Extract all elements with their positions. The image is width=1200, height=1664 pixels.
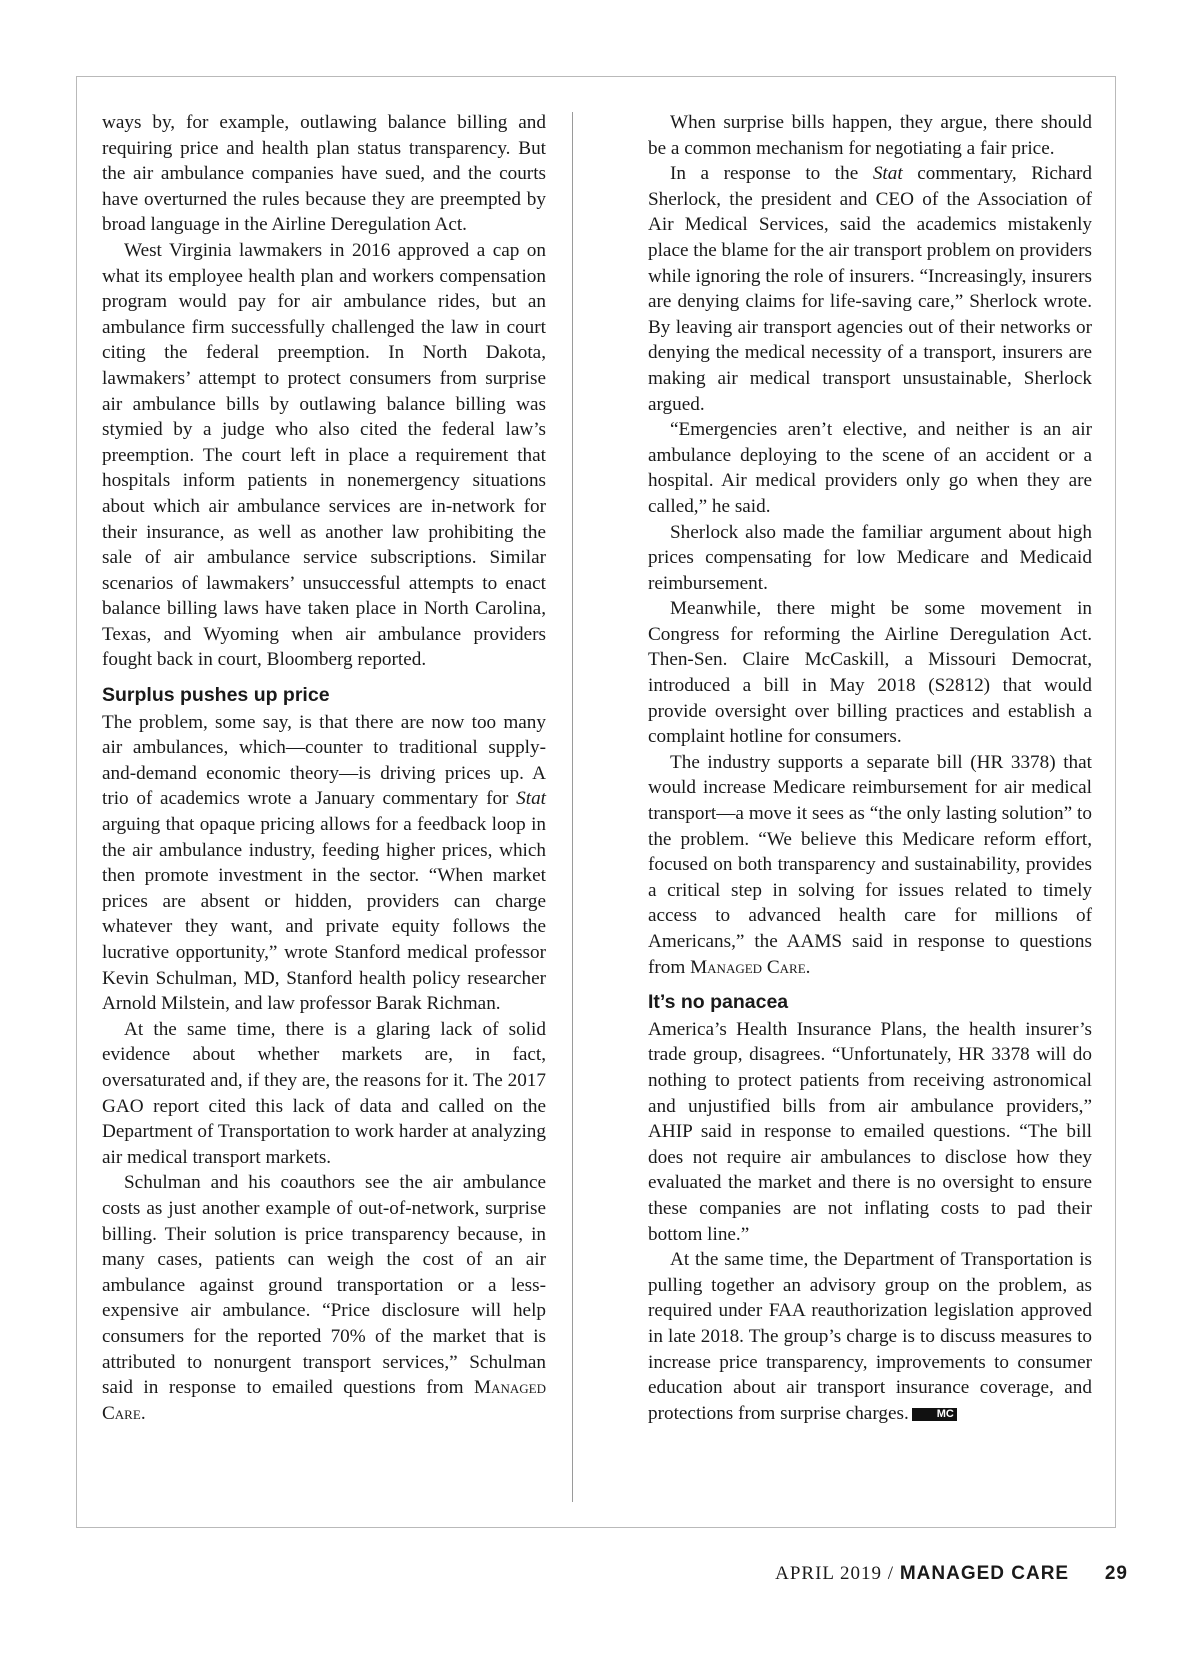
right-column <box>648 110 1092 1426</box>
paragraph: At the same time, there is a glaring lack of solid evidence about whether markets are, in fact, oversaturated and, if they are, the reasons for it. The 2017 GAO report cited this lack of data and called on the Department of Transportation to work harder at analyzing air medical transport markets. <box>102 1018 546 1168</box>
publication-name: Managed Care <box>690 956 806 978</box>
publication-title: MANAGED CARE <box>899 1563 1070 1584</box>
paragraph: “Emergencies aren’t elective, and neither is an air ambulance deploying to the scene of an accident or a hospital. Air medical providers only go when they are called,” he said. <box>648 419 1092 517</box>
page-number: 29 <box>1104 1563 1128 1584</box>
paragraph: At the same time, the Department of Transportation is pulling together an advisory group on the problem, as required under FAA reauthorization legislation approved in late 2018. The group’s charge is to discuss measures to increase price transparency, improvements to consumer education about air transport insurance coverage, and protections from surprise charges. MC <box>648 1249 1092 1424</box>
paragraph: In a response to the Stat commentary, Richard Sherlock, the president and CEO of the Association of Air Medical Services, said the academics mistakenly place the blame for the air transport problem on providers while ignoring the role of insurers. “Increasingly, insurers are denying claims for life-saving care,” Sherlock wrote. By leaving air transport agencies out of their networks or denying the medical necessity of a transport, insurers are making air medical transport unsustainable, Sherlock argued. <box>648 163 1092 415</box>
paragraph: The problem, some say, is that there are now too many air ambulances, which—counter to traditional supply-and-demand economic theory—is driving prices up. A trio of academics wrote a January commentary for Stat arguing that opaque pricing allows for a feedback loop in the air ambulance industry, feeding higher prices, which then promote investment in the sector. “When market prices are absent or hidden, providers can charge whatever they want, and private equity follows the lucrative opportunity,” wrote Stanford medical professor Kevin Schulman, MD, Stanford health policy researcher Arnold Milstein, and law professor Barak Richman. <box>102 711 546 1015</box>
paragraph: ways by, for example, outlawing balance billing and requiring price and health plan status transparency. But the air ambulance companies have sued, and the courts have overturned the rules because they are preempted by broad language in the Airline Deregulation Act. <box>102 112 546 236</box>
section-heading: It’s no panacea <box>648 991 789 1014</box>
page-footer <box>775 1563 1128 1585</box>
paragraph: The industry supports a separate bill (HR 3378) that would increase Medicare reimbursement for air medical transport—a move it sees as “the only lasting solution” to the problem. “We believe this Medicare reform effort, focused on both transparency and sustainability, provides a critical step in solving for issues related to timely access to advanced health care for millions of Americans,” the AAMS said in response to questions from Managed Care. <box>648 751 1092 978</box>
paragraph: Meanwhile, there might be some movement in Congress for reforming the Airline Deregulation Act. Then-Sen. Claire McCaskill, a Missouri Democrat, introduced a bill in May 2018 (S2812) that would provide oversight over billing practices and establish a complaint hotline for consumers. <box>648 598 1092 748</box>
publication-name: Managed Care <box>102 1377 546 1424</box>
paragraph: Sherlock also made the familiar argument about high prices compensating for low Medicare and Medicaid reimbursement. <box>648 521 1092 594</box>
end-mark-icon: MC <box>912 1408 957 1421</box>
issue-date: APRIL 2019 / <box>775 1563 895 1584</box>
left-column <box>102 110 546 1426</box>
paragraph: When surprise bills happen, they argue, there should be a common mechanism for negotiating a fair price. <box>648 112 1092 159</box>
paragraph: Schulman and his coauthors see the air ambulance costs as just another example of out-of-network, surprise billing. Their solution is price transparency because, in many cases, patients can weigh the cost of an air ambulance against ground transportation or a less-expensive air ambulance. “Price disclosure will help consumers for the reported 70% of the market that is attributed to nonurgent transport services,” Schulman said in response to emailed questions from Managed Care. <box>102 1172 546 1424</box>
paragraph: West Virginia lawmakers in 2016 approved a cap on what its employee health plan and workers compensation program would pay for air ambulance rides, but an ambulance firm successfully challenged the law in court citing the federal preemption. In North Dakota, lawmakers’ attempt to protect consumers from surprise air ambulance bills by outlawing balance billing was stymied by a judge who also cited the federal law’s preemption. The court left in place a requirement that hospitals inform patients in nonemergency situations about which air ambulance services are in-network for their insurance, as well as another law prohibiting the sale of air ambulance service subscriptions. Similar scenarios of lawmakers’ unsuccessful attempts to enact balance billing laws have taken place in North Carolina, Texas, and Wyoming when air ambulance providers fought back in court, Bloomberg reported. <box>102 239 546 671</box>
paragraph: America’s Health Insurance Plans, the health insurer’s trade group, disagrees. “Unfortunately, HR 3378 will do nothing to protect patients from receiving astronomical and unjustified bills from air ambulance providers,” AHIP said in response to emailed questions. “The bill does not require air ambulances to disclose how they evaluated the market and there is no oversight to ensure these companies are not inflating costs to pad their bottom line.” <box>648 1018 1092 1245</box>
section-heading: Surplus pushes up price <box>102 684 330 707</box>
column-divider <box>572 112 573 1502</box>
